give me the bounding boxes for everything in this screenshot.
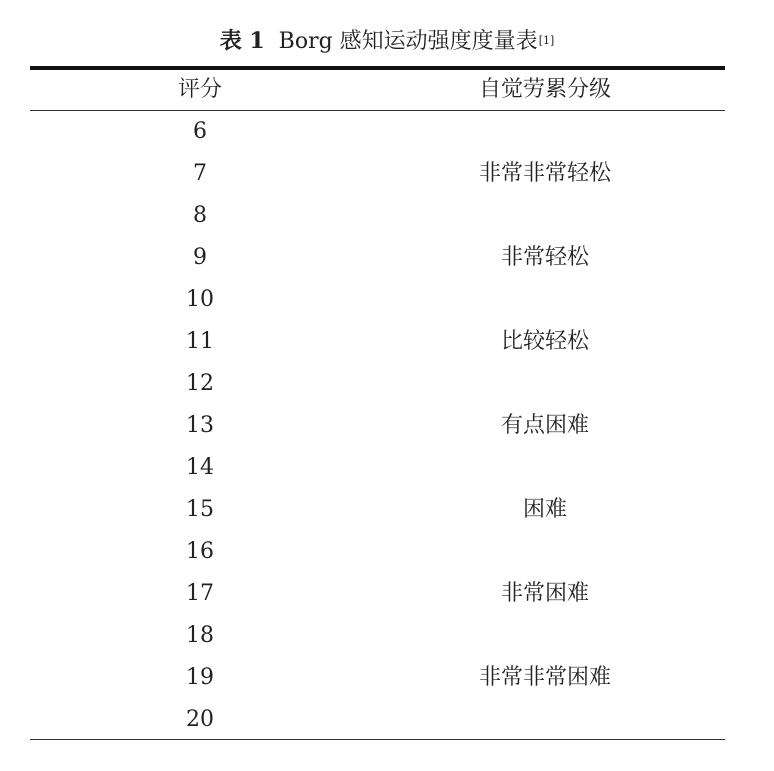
table-row — [0, 363, 774, 405]
level-cell: 非常非常困难 — [478, 665, 611, 690]
table-row — [0, 531, 774, 573]
table-row — [0, 195, 774, 237]
table-row — [0, 279, 774, 321]
level-cell: 有点困难 — [500, 413, 589, 438]
table-row — [0, 573, 774, 615]
table-bottom-rule — [30, 739, 725, 740]
table-caption-reference: [1] — [538, 34, 555, 47]
table-row — [0, 699, 774, 741]
score-cell: 10 — [186, 287, 214, 312]
level-cell: 非常非常轻松 — [478, 161, 611, 186]
table-row — [0, 153, 774, 195]
table-caption-label: 表 1 — [219, 28, 265, 54]
table-row — [0, 405, 774, 447]
column-header-score: 评分 — [177, 77, 222, 102]
score-cell: 15 — [186, 497, 214, 522]
table-row — [0, 615, 774, 657]
table-row — [0, 657, 774, 699]
level-cell: 非常轻松 — [500, 245, 589, 270]
table-row — [0, 447, 774, 489]
table-caption-title: Borg 感知运动强度度量表 — [278, 29, 538, 54]
level-cell: 非常困难 — [500, 581, 589, 606]
table-body — [0, 111, 774, 741]
score-cell: 6 — [193, 119, 207, 144]
score-cell: 11 — [186, 329, 214, 354]
score-cell: 7 — [193, 161, 207, 186]
score-cell: 14 — [186, 455, 214, 480]
score-cell: 13 — [186, 413, 214, 438]
score-cell: 18 — [186, 623, 214, 648]
score-cell: 16 — [186, 539, 214, 564]
score-cell: 8 — [193, 203, 207, 228]
score-cell: 12 — [186, 371, 214, 396]
table-row — [0, 489, 774, 531]
table-caption — [0, 26, 774, 60]
table-row — [0, 111, 774, 153]
table-row — [0, 321, 774, 363]
score-cell: 20 — [186, 707, 214, 732]
column-header-level: 自觉劳累分级 — [478, 77, 611, 102]
score-cell: 9 — [193, 245, 207, 270]
table-row — [0, 237, 774, 279]
level-cell: 困难 — [522, 497, 567, 522]
table-top-rule — [30, 66, 725, 70]
level-cell: 比较轻松 — [500, 329, 589, 354]
score-cell: 19 — [186, 665, 214, 690]
score-cell: 17 — [186, 581, 214, 606]
